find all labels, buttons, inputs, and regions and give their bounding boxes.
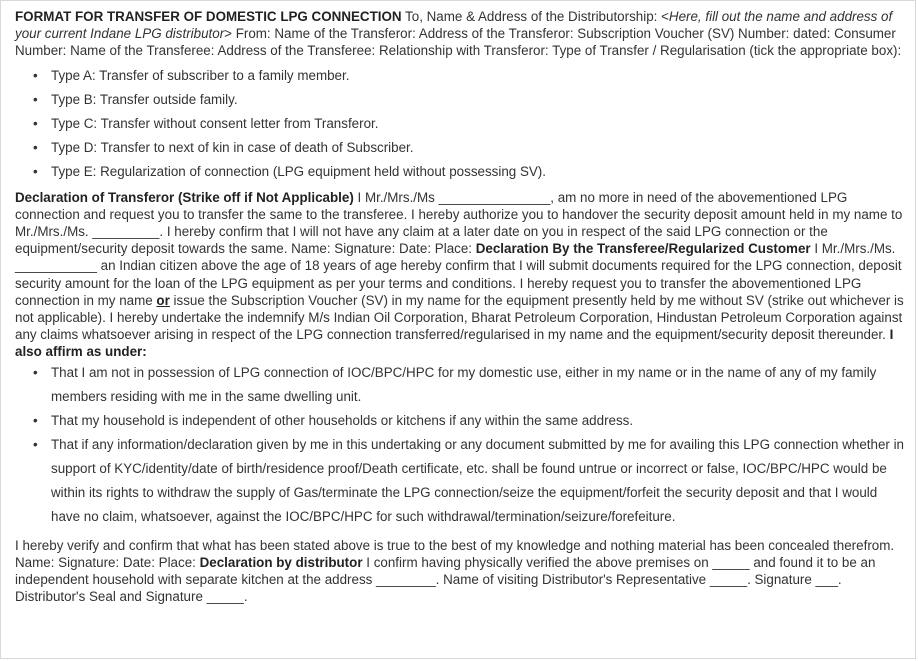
bullet-icon: •: [33, 139, 38, 155]
list-item: [15, 112, 907, 136]
list-item-text: That my household is independent of other households or kitchens if any within the same address.: [51, 412, 634, 428]
transferee-text-2: issue the Subscription Voucher (SV) in my name for the equipment presently held by me without SV (strike out whichever is not applicable). I hereby undertake the indemnify M/s Indian Oil Corporation, Bharat Petroleum Corporation, Hindustan Petroleum Corporation against any claims whatsoever arising in respect of the LPG connection transferred/regularised in my name and the equipment/security deposit thereunder.: [15, 292, 904, 343]
bullet-icon: •: [33, 91, 38, 107]
list-item: [15, 361, 907, 409]
list-item: [15, 433, 907, 529]
transfer-type-list: [15, 64, 907, 184]
list-item: [15, 64, 907, 88]
list-item-text: Type E: Regularization of connection (LPG equipment held without possessing SV).: [51, 163, 546, 179]
affirmation-list: [15, 361, 907, 529]
bullet-icon: •: [33, 115, 38, 131]
list-item: [15, 409, 907, 433]
header-paragraph: [15, 8, 907, 60]
bullet-icon: •: [33, 436, 38, 452]
verification-text: I hereby verify and confirm that what has been stated above is true to the best of my knowledge and nothing material has been concealed therefrom. Name: Signature: Date: Place:: [15, 537, 895, 570]
distributor-text: I confirm having physically verified the above premises on _____ and found it to be an independent household with separate kitchen at the address ________. Name of visiting Distributor's Representative _____. Signature ___. Distributor's Seal and Signature _____.: [15, 554, 876, 605]
list-item-text: Type C: Transfer without consent letter from Transferor.: [51, 115, 379, 131]
form-title: FORMAT FOR TRANSFER OF DOMESTIC LPG CONNECTION: [15, 9, 402, 24]
list-item: [15, 88, 907, 112]
verification-paragraph: [15, 537, 907, 606]
list-item-text: That if any information/declaration given by me in this undertaking or any document submitted by me for availing this LPG connection whether in support of KYC/identity/date of birth/residence proof/Death certificate, etc. shall be found untrue or incorrect or false, IOC/BPC/HPC would be within its rights to withdraw the supply of Gas/terminate the LPG connection/seize the equipment/forfeit the security deposit and that I would have no claim, whatsoever, against the IOC/BPC/HPC for such withdrawal/termination/seizure/forefeiture.: [51, 436, 904, 524]
affirm-heading: I also affirm as under:: [15, 327, 894, 360]
bullet-icon: •: [33, 364, 38, 380]
or-word: or: [156, 292, 170, 308]
distributor-heading: Declaration by distributor: [199, 554, 363, 570]
addressee-text: To, Name & Address of the Distributorship: <: [401, 9, 669, 24]
declaration-paragraph: [15, 189, 907, 361]
list-item: [15, 136, 907, 160]
list-item-text: Type A: Transfer of subscriber to a family member.: [51, 67, 350, 83]
bullet-icon: •: [33, 67, 38, 83]
list-item: [15, 160, 907, 184]
list-item-text: Type B: Transfer outside family.: [51, 91, 238, 107]
list-item-text: That I am not in possession of LPG connection of IOC/BPC/HPC for my domestic use, either in my name or in the name of any of my family members residing with me in the same dwelling unit.: [51, 364, 877, 404]
bullet-icon: •: [33, 163, 38, 179]
header-fields-text: > From: Name of the Transferor: Address of the Transferor: Subscription Voucher (SV) Number: dated: Consumer Number: Name of the Transferee: Address of the Transferee: Relationship with Transferor: Type of Transfer / Regularisation (tick the appropriate box):: [15, 26, 902, 59]
transferor-heading: Declaration of Transferor (Strike off if Not Applicable): [15, 189, 354, 205]
addressee-placeholder: Here, fill out the name and address of your current Indane LPG distributor: [15, 9, 893, 42]
transferee-text-1: I Mr./Mrs./Ms. ___________ an Indian citizen above the age of 18 years of age hereby confirm that I will submit documents required for the LPG connection, deposit security amount for the loan of the LPG equipment as per your terms and conditions. I hereby request you to transfer the abovementioned LPG connection in my name: [15, 241, 902, 308]
bullet-icon: •: [33, 412, 38, 428]
list-item-text: Type D: Transfer to next of kin in case of death of Subscriber.: [51, 139, 414, 155]
document-content: [15, 8, 907, 605]
transferor-text: I Mr./Mrs./Ms _______________, am no more in need of the abovementioned LPG connection and request you to transfer the same to the transferee. I hereby authorize you to handover the security deposit amount held in my name to Mr./Mrs./Ms. _________. I hereby confirm that I will not have any claim at a later date on you in respect of the said LPG connection or the equipment/security deposit towards the same. Name: Signature: Date: Place:: [15, 189, 903, 257]
transferee-heading: Declaration By the Transferee/Regularized Customer: [475, 241, 811, 257]
